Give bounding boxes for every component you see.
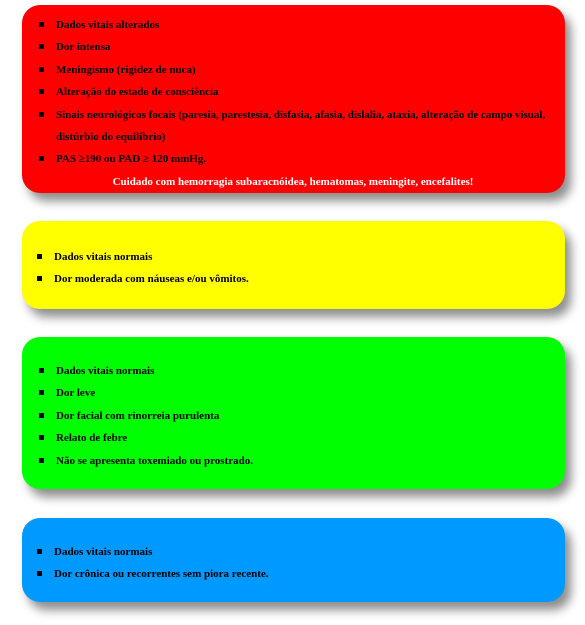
square-bullet-icon [39, 112, 44, 117]
criterion-text: Não se apresenta toxemiado ou prostrado. [56, 454, 253, 467]
warning-text: Cuidado com hemorragia subaracnóidea, hematomas, meningite, encefalites! [112, 175, 474, 188]
list-item [39, 81, 551, 103]
criterion-text: Dados vitais normais [54, 546, 153, 558]
square-bullet-icon [39, 458, 44, 463]
list-item [37, 563, 551, 585]
criterion-text: Dados vitais normais [54, 251, 153, 263]
yellow-criteria-list [37, 246, 551, 291]
green-criteria-list [39, 360, 551, 472]
criterion-text: Relato de febre [56, 432, 128, 445]
list-item [39, 148, 551, 170]
yellow-priority-card [22, 221, 565, 309]
square-bullet-icon [37, 549, 42, 554]
criterion-text: Dor intensa [56, 41, 111, 54]
red-criteria-list [39, 14, 551, 171]
square-bullet-icon [39, 156, 44, 161]
criterion-text: Dor leve [56, 387, 96, 400]
green-priority-card [22, 337, 565, 489]
criterion-text: PAS ≥190 ou PAD ≥ 120 mmHg. [56, 153, 207, 166]
criterion-text: Meningismo (rigidez de nuca) [56, 63, 196, 76]
list-item [39, 59, 551, 81]
square-bullet-icon [37, 254, 42, 259]
criterion-text: Alteração do estado de consciência [56, 86, 219, 99]
square-bullet-icon [39, 390, 44, 395]
square-bullet-icon [39, 22, 44, 27]
criterion-text: Dor facial com rinorreia purulenta [56, 409, 220, 422]
square-bullet-icon [39, 89, 44, 94]
list-item [39, 14, 551, 36]
criterion-text: Dor crônica ou recorrentes sem piora recente. [54, 568, 269, 581]
list-item [37, 246, 551, 268]
criterion-text: Dados vitais normais [56, 365, 155, 377]
list-item [39, 382, 551, 404]
list-item [39, 427, 551, 449]
square-bullet-icon [37, 571, 42, 576]
red-priority-card [22, 5, 565, 193]
criterion-text: Dados vitais alterados [56, 19, 160, 31]
square-bullet-icon [39, 67, 44, 72]
list-item [37, 541, 551, 563]
list-item [39, 104, 551, 149]
criterion-text: Dor moderada com náuseas e/ou vômitos. [54, 273, 249, 286]
list-item [37, 268, 551, 290]
blue-criteria-list [37, 541, 551, 586]
square-bullet-icon [39, 413, 44, 418]
list-item [39, 450, 551, 472]
criterion-text: Sinais neurológicos focais (paresia, parestesia, disfasia, afasia, dislalia, ataxia, alteração de campo visual, distúrbio do equilíbrio) [56, 108, 546, 144]
square-bullet-icon [39, 44, 44, 49]
list-item [39, 36, 551, 58]
square-bullet-icon [39, 435, 44, 440]
list-item [39, 360, 551, 382]
list-item [39, 405, 551, 427]
square-bullet-icon [37, 276, 42, 281]
square-bullet-icon [39, 368, 44, 373]
blue-priority-card [22, 518, 565, 602]
